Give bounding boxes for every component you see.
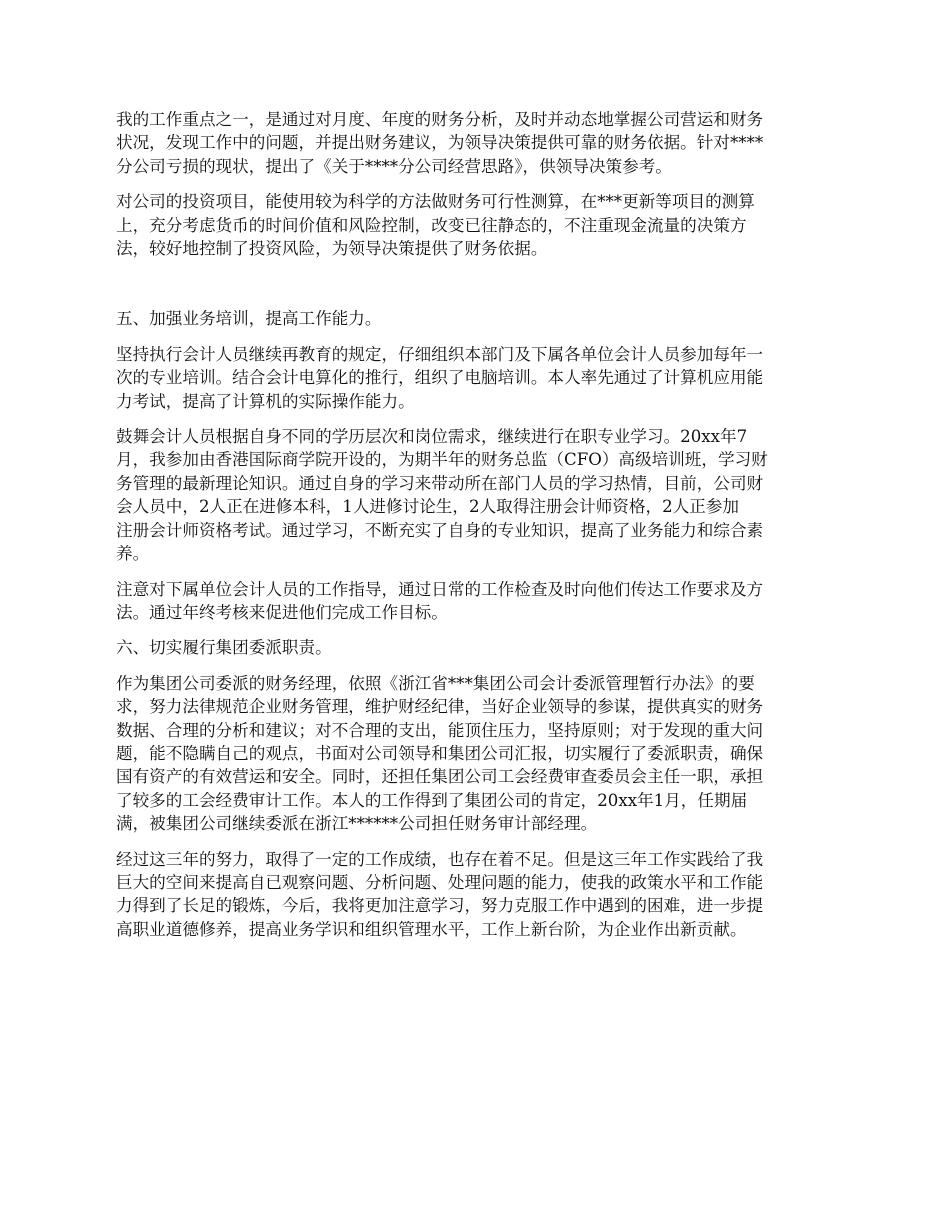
paragraph-professional-study: 鼓舞会计人员根据自身不同的学历层次和岗位需求，继续进行在职专业学习。20xx年7 月，我参加由香港国际商学院开设的，为期半年的财务总监（CFO）高级培训班，学习财 务管理的最新理论知识。通过自身的学习来带动所在部门人员的学习热情，目前，公司财 会人员中，2人正在进修本科，1人进修讨论生，2人取得注册会计师资格，2人正参加 注册会计师资格考试。通过学习，不断充实了自身的专业知识，提高了业务能力和综合素 养。	[116, 427, 768, 564]
section-heading-5: 五、加强业务培训，提高工作能力。	[116, 309, 382, 329]
section-heading-6: 六、切实履行集团委派职责。	[116, 638, 332, 658]
paragraph-continuing-education: 坚持执行会计人员继续再教育的规定，仔细组织本部门及下属各单位会计人员参加每年一 次的专业培训。结合会计电算化的推行，组织了电脑培训。本人率先通过了计算机应用能 力考试，提高了计算机的实际操作能力。	[116, 344, 764, 411]
document-body	[116, 108, 842, 953]
paragraph-group-assignment: 作为集团公司委派的财务经理，依照《浙江省***集团公司会计委派管理暂行办法》的要 求，努力法律规范企业财务管理，维护财经纪律，当好企业领导的参谋，提供真实的财务 数据、合理的分析和建议；对不合理的支出，能顶住压力，坚持原则；对于发现的重大问 题，能不隐瞒自己的观点，书面对公司领导和集团公司汇报，切实履行了委派职责，确保 国有资产的有效营运和安全。同时，还担任集团公司工会经费审查委员会主任一职，承担 了较多的工会经费审计工作。本人的工作得到了集团公司的肯定，20xx年1月，任期届 满，被集团公司继续委派在浙江******公司担任财务审计部经理。	[116, 673, 764, 834]
paragraph-investment-projects: 对公司的投资项目，能使用较为科学的方法做财务可行性测算，在***更新等项目的测算 上，充分考虑货币的时间价值和风险控制，改变已往静态的，不注重现金流量的决策方 法，较好地控制了投资风险，为领导决策提供了财务依据。	[116, 192, 755, 259]
paragraph-work-guidance: 注意对下属单位会计人员的工作指导，通过日常的工作检查及时向他们传达工作要求及方 法。通过年终考核来促进他们完成工作目标。	[116, 579, 764, 622]
paragraph-conclusion: 经过这三年的努力，取得了一定的工作成绩，也存在着不足。但是这三年工作实践给了我 巨大的空间来提高自已观察问题、分析问题、处理问题的能力，使我的政策水平和工作能 力得到了长足的锻炼，今后，我将更加注意学习，努力克服工作中遇到的困难，进一步提 高职业道德修养，提高业务学识和组织管理水平，工作上新台阶，为企业作出新贡献。	[116, 849, 764, 939]
paragraph-financial-analysis: 我的工作重点之一，是通过对月度、年度的财务分析，及时并动态地掌握公司营运和财务 状况，发现工作中的问题，并提出财务建议，为领导决策提供可靠的财务依据。针对**** 分公司亏损的现状，提出了《关于****分公司经营思路》，供领导决策参考。	[116, 110, 764, 176]
